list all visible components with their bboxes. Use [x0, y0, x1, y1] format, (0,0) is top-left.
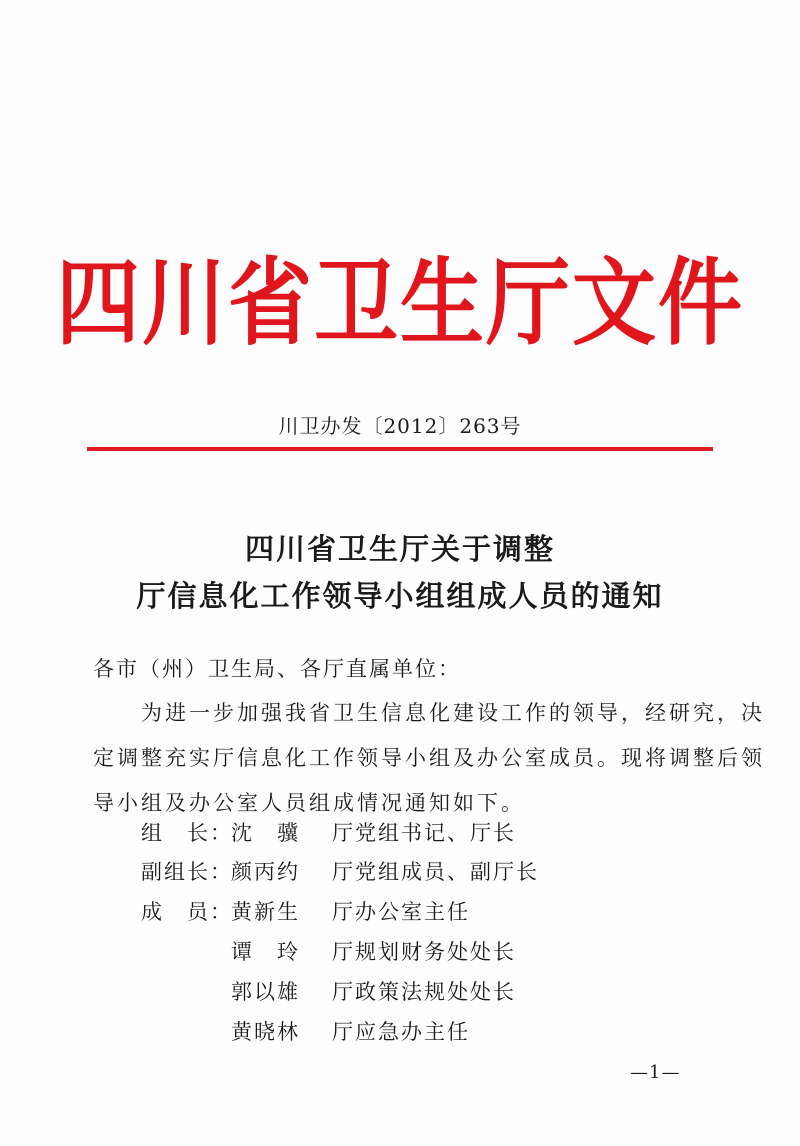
member-name: 谭 玲: [231, 940, 300, 964]
page-number: —1—: [630, 1062, 681, 1083]
member-name: 黄晓林: [231, 1020, 300, 1044]
member-name: 黄新生: [231, 900, 300, 924]
red-divider-rule: [87, 447, 713, 451]
notice-title-line-1: 四川省卫生厅关于调整: [244, 532, 555, 566]
member-position: 厅党组书记、厅长: [332, 821, 516, 845]
bleed-through-text: [360, 88, 552, 119]
member-position: 厅办公室主任: [332, 900, 470, 924]
paragraph-line: 为进一步加强我省卫生信息化建设工作的领导，经研究，决: [141, 701, 765, 725]
document-header-title: 四川省卫生厅文件: [55, 247, 744, 358]
member-role: 组 长：: [141, 821, 233, 845]
member-position: 厅党组成员、副厅长: [332, 860, 539, 884]
document-number: 川卫办发〔2012〕263号: [278, 414, 522, 438]
member-name: 郭以雄: [231, 980, 300, 1004]
member-role: 副组长：: [141, 860, 233, 884]
member-role: 成 员：: [141, 900, 233, 924]
member-name: 颜丙约: [231, 860, 300, 884]
member-position: 厅规划财务处处长: [332, 940, 516, 964]
member-position: 厅政策法规处处长: [332, 980, 516, 1004]
salutation: 各市（州）卫生局、各厅直属单位：: [93, 657, 461, 681]
notice-title-line-2: 厅信息化工作领导小组组成人员的通知: [136, 579, 664, 613]
member-position: 厅应急办主任: [332, 1020, 470, 1044]
paragraph-line: 定调整充实厅信息化工作领导小组及办公室成员。现将调整后领: [93, 746, 765, 770]
paragraph-line: 导小组及办公室人员组成情况通知如下。: [93, 791, 525, 815]
member-name: 沈 骥: [231, 821, 300, 845]
